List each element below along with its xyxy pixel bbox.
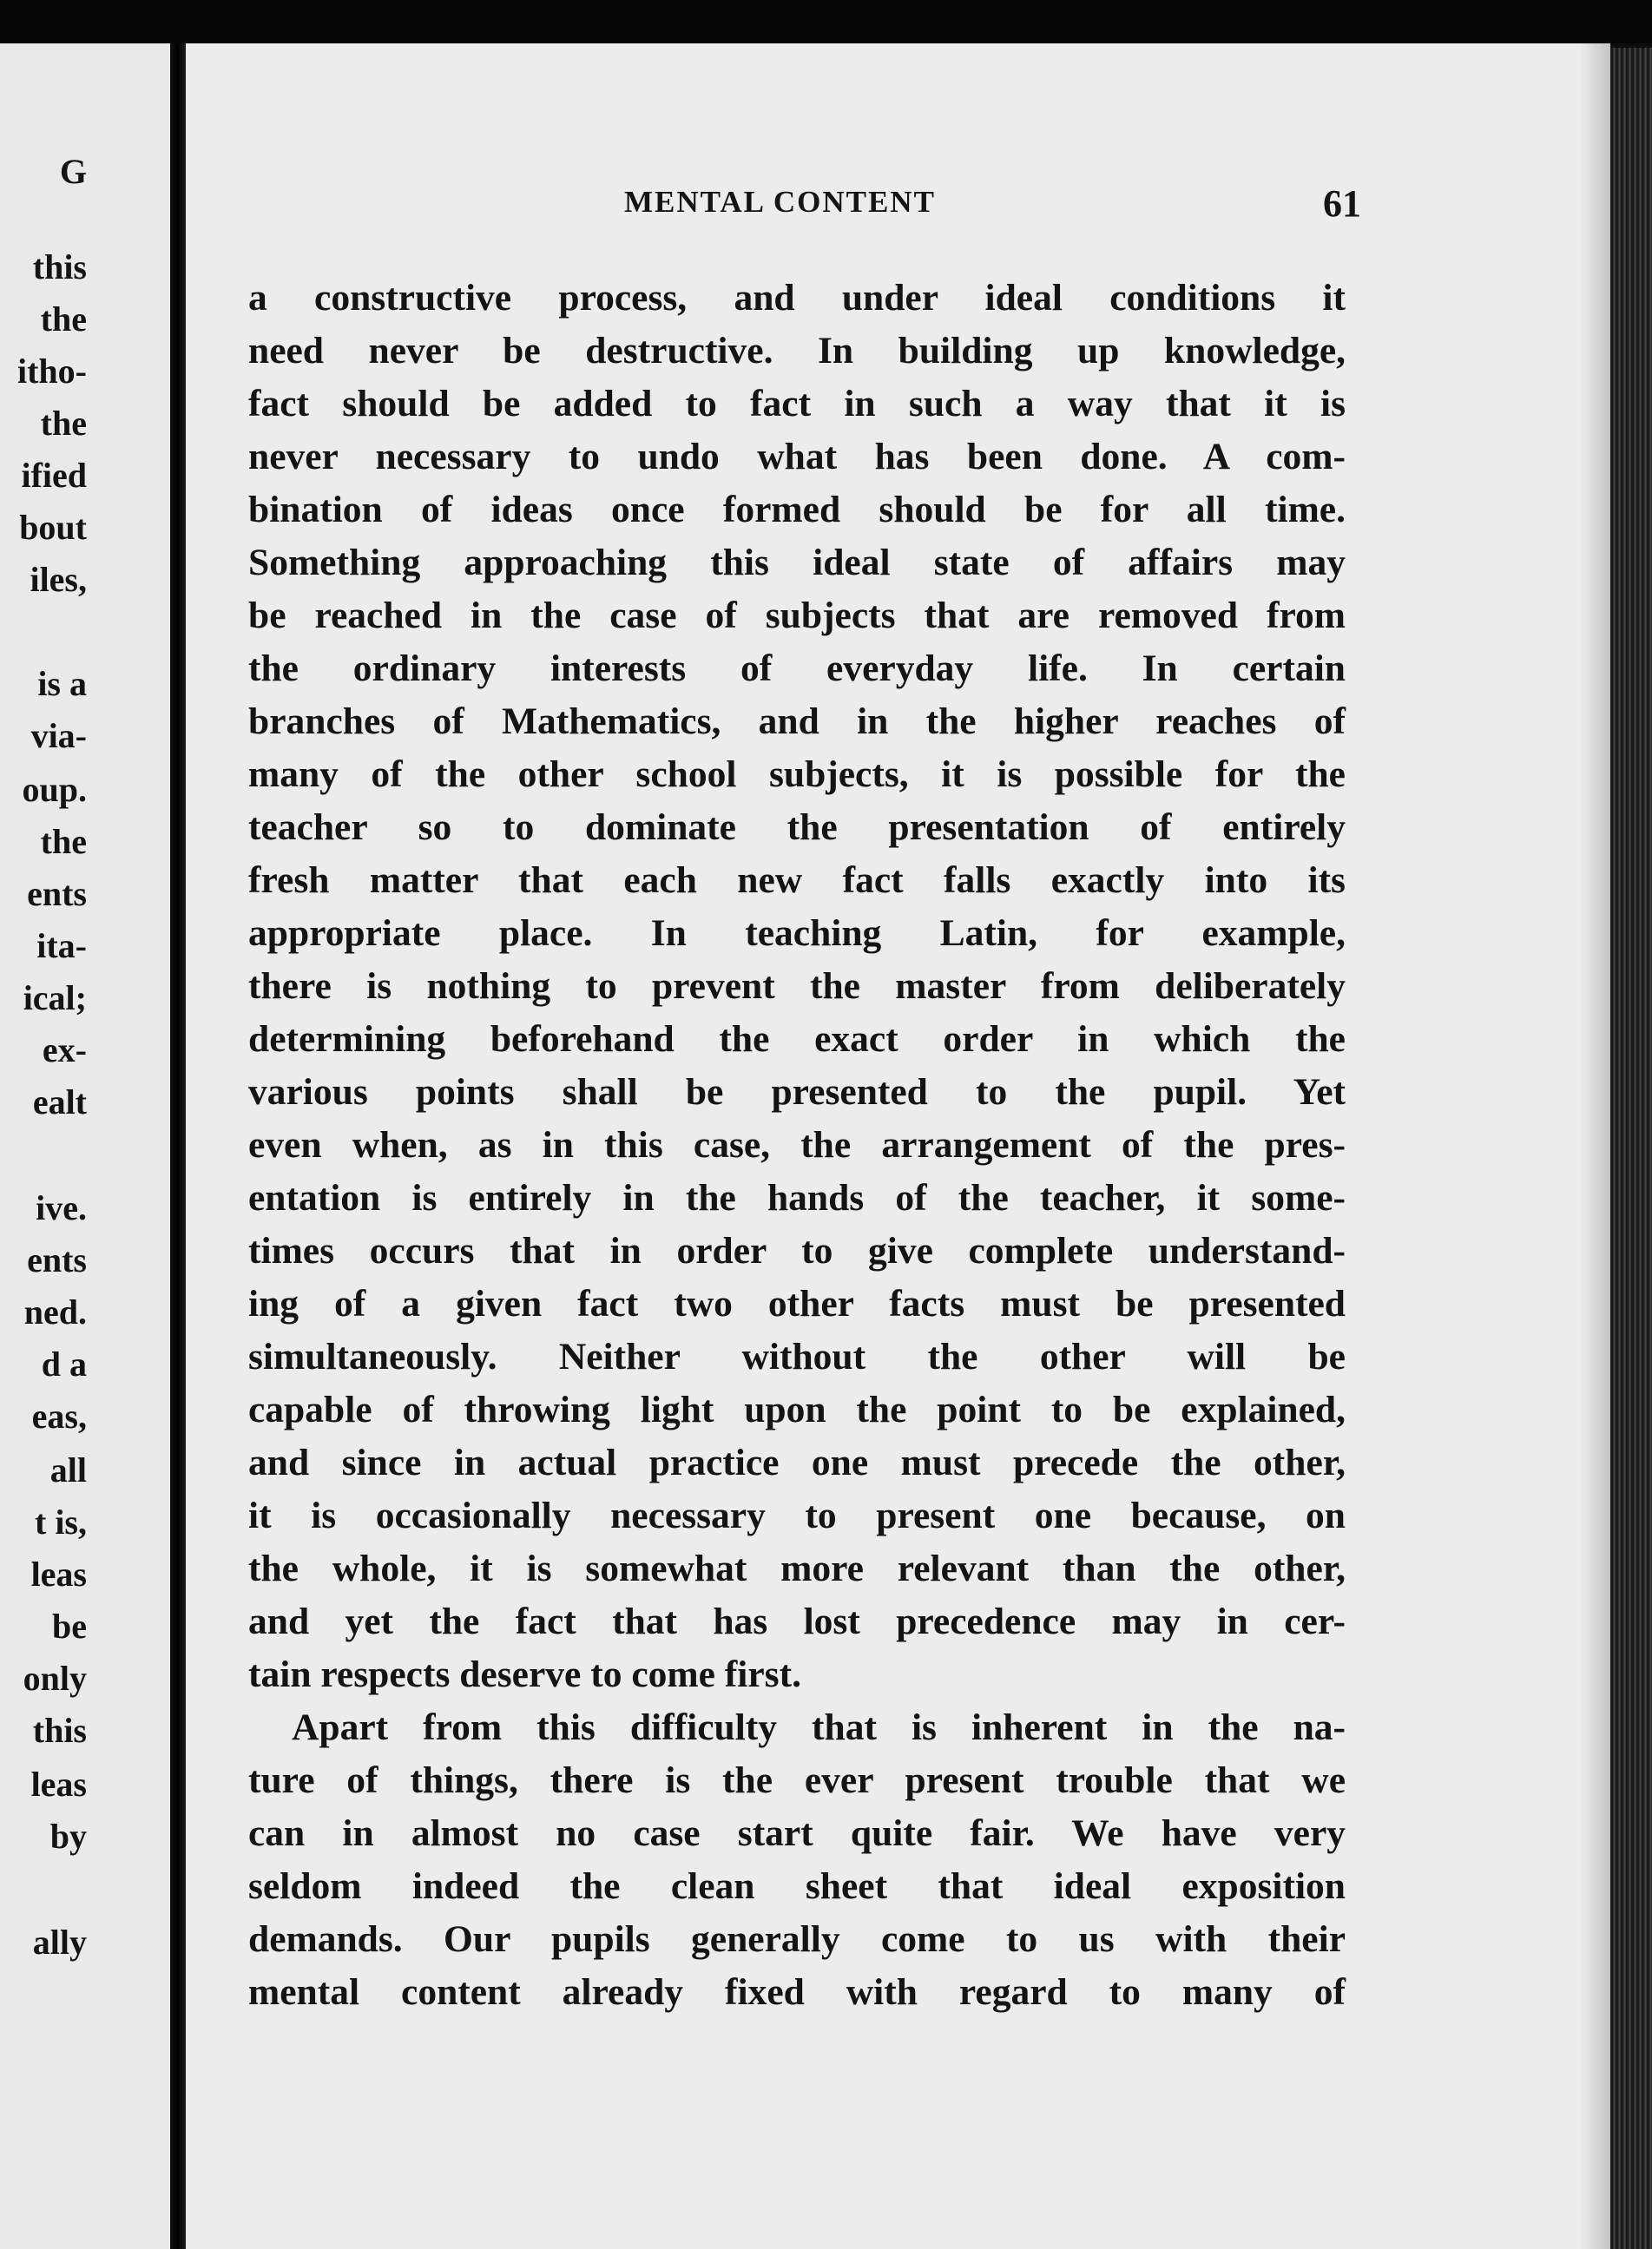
text-line: capable of throwing light upon the point to be explained,: [248, 1389, 1346, 1430]
text-line: ing of a given fact two other facts must be presented: [248, 1283, 1346, 1325]
text-line: Apart from this difficulty that is inherent in the na-: [292, 1706, 1346, 1748]
text-line: various points shall be presented to the pupil. Yet: [248, 1071, 1346, 1113]
left-margin-text: via-: [30, 716, 87, 755]
left-margin-text: only: [23, 1659, 87, 1698]
text-line: teacher so to dominate the presentation of entirely: [248, 806, 1346, 848]
text-line: many of the other school subjects, it is possible for the: [248, 753, 1346, 795]
left-margin-text: be: [52, 1607, 87, 1646]
left-margin-text: ents: [27, 874, 87, 913]
text-line: the ordinary interests of everyday life. In certain: [248, 648, 1346, 689]
text-line: branches of Mathematics, and in the higher reaches of: [248, 700, 1346, 742]
text-line: it is occasionally necessary to present one because, on: [248, 1495, 1346, 1536]
text-line: fresh matter that each new fact falls exactly into its: [248, 859, 1346, 901]
left-margin-text: is a: [37, 664, 87, 703]
text-line: appropriate place. In teaching Latin, for example,: [248, 912, 1346, 954]
left-margin-text: this: [32, 1711, 87, 1750]
page-number: 61: [1323, 182, 1361, 225]
text-line: bination of ideas once formed should be for all time.: [248, 489, 1346, 530]
right-page: [186, 43, 1610, 2249]
left-margin-text: by: [49, 1817, 87, 1856]
left-margin-text: ents: [27, 1240, 87, 1279]
left-margin-text: eas,: [31, 1397, 87, 1436]
text-line: never necessary to undo what has been done. A com-: [248, 436, 1346, 477]
left-margin-text: leas: [30, 1555, 87, 1594]
left-margin-text: ex-: [42, 1030, 87, 1069]
left-margin-text: iles,: [30, 560, 87, 599]
text-line: can in almost no case start quite fair. We have very: [248, 1812, 1346, 1854]
page-edge-shadow: [1580, 43, 1610, 2249]
left-margin-text: all: [49, 1450, 87, 1489]
left-margin-text: ally: [32, 1923, 87, 1962]
text-line: seldom indeed the clean sheet that ideal exposition: [248, 1865, 1346, 1907]
text-line: be reached in the case of subjects that are removed from: [248, 595, 1346, 636]
text-line: tain respects deserve to come first.: [248, 1654, 801, 1695]
text-line: determining beforehand the exact order in which the: [248, 1018, 1346, 1060]
left-margin-text: this: [32, 247, 87, 286]
text-line: there is nothing to prevent the master from deliberately: [248, 965, 1346, 1007]
left-margin-text: bout: [19, 508, 87, 547]
book-gutter: [170, 43, 186, 2249]
left-margin-text: ive.: [36, 1188, 87, 1227]
text-line: need never be destructive. In building up knowledge,: [248, 330, 1346, 372]
text-line: a constructive process, and under ideal conditions it: [248, 277, 1346, 319]
left-margin-text: d a: [41, 1345, 87, 1384]
text-line: and yet the fact that has lost precedence may in cer-: [248, 1601, 1346, 1642]
text-line: even when, as in this case, the arrangement of the pres-: [248, 1124, 1346, 1166]
left-margin-text: G: [59, 152, 87, 191]
text-line: entation is entirely in the hands of the teacher, it some-: [248, 1177, 1346, 1219]
left-margin-text: ified: [21, 456, 87, 495]
left-margin-text: oup.: [22, 770, 87, 809]
left-margin-text: the: [40, 404, 87, 443]
left-margin-text: the: [40, 822, 87, 861]
text-line: demands. Our pupils generally come to us with their: [248, 1918, 1346, 1960]
text-line: simultaneously. Neither without the other will be: [248, 1336, 1346, 1378]
left-margin-text: leas: [30, 1765, 87, 1804]
scan-top-border: [0, 0, 1652, 43]
text-line: ture of things, there is the ever present trouble that we: [248, 1759, 1346, 1801]
left-margin-text: ealt: [32, 1082, 87, 1121]
text-line: mental content already fixed with regard to many of: [248, 1971, 1346, 2013]
left-page-fragment: [0, 43, 170, 2249]
left-margin-text: ita-: [36, 926, 87, 965]
book-page-edges: [1610, 48, 1652, 2249]
left-margin-text: t is,: [35, 1503, 87, 1542]
text-line: fact should be added to fact in such a way that it is: [248, 383, 1346, 424]
left-margin-text: itho-: [17, 352, 87, 391]
left-margin-text: ical;: [23, 978, 87, 1017]
text-line: times occurs that in order to give complete understand-: [248, 1230, 1346, 1272]
text-line: and since in actual practice one must precede the other,: [248, 1442, 1346, 1483]
text-line: the whole, it is somewhat more relevant than the other,: [248, 1548, 1346, 1589]
left-margin-text: the: [40, 299, 87, 339]
text-line: Something approaching this ideal state of affairs may: [248, 542, 1346, 583]
left-margin-text: ned.: [23, 1292, 87, 1332]
running-header: MENTAL CONTENT: [624, 185, 936, 219]
